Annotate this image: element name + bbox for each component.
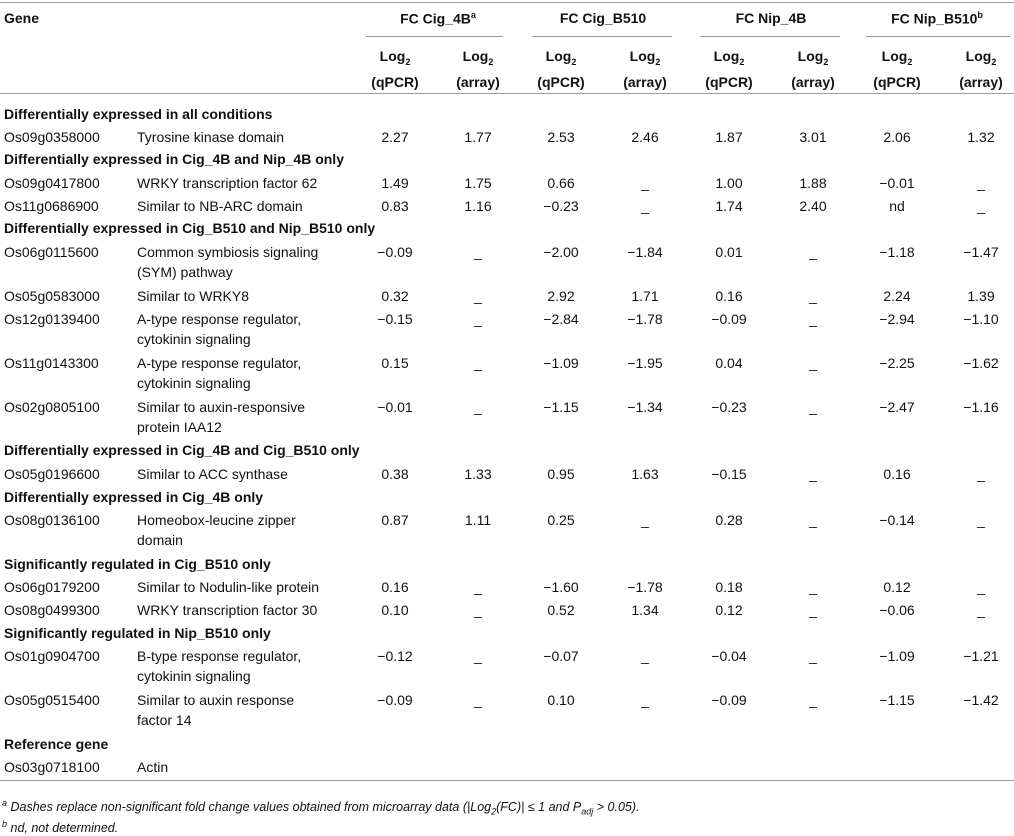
value-cell: −0.14	[879, 512, 915, 528]
value-cell: −1.15	[543, 399, 579, 415]
table-bottom-rule	[0, 780, 1014, 781]
value-cell: 1.32	[967, 129, 995, 145]
value-cell: −1.42	[963, 692, 999, 708]
table-row	[0, 397, 1014, 435]
table-row	[0, 286, 1014, 306]
subheader-array: Log$_2$ (array)	[623, 48, 667, 90]
value-cell: 0.16	[381, 579, 409, 595]
value-cell: −0.09	[377, 692, 413, 708]
value-cell: _	[977, 602, 985, 618]
value-cell: 1.11	[464, 512, 492, 528]
value-cell: −0.23	[711, 399, 747, 415]
table-row	[0, 309, 1014, 347]
value-cell: 2.40	[799, 198, 827, 214]
table-top-rule	[0, 2, 1014, 3]
value-cell: −1.18	[879, 244, 915, 260]
value-cell: 0.25	[547, 512, 575, 528]
value-cell: −0.09	[711, 692, 747, 708]
value-cell: 1.88	[799, 175, 827, 191]
table-row	[0, 242, 1014, 280]
table-row	[0, 600, 1014, 620]
group-header-nip-4b: FC Nip_4B	[735, 10, 807, 26]
gene-id: Os01g0904700	[4, 648, 100, 664]
value-cell: 1.63	[631, 466, 659, 482]
group-rule-2	[532, 36, 672, 37]
value-cell: _	[977, 466, 985, 482]
value-cell: 1.71	[631, 288, 659, 304]
value-cell: 2.06	[883, 129, 911, 145]
group-header-cig-4b: FC $Cig\_4B^a$	[400, 10, 476, 27]
value-cell: 2.46	[631, 129, 659, 145]
value-cell: _	[809, 466, 817, 482]
gene-id: Os11g0143300	[4, 355, 99, 371]
table-row	[0, 173, 1014, 193]
table-row	[0, 353, 1014, 391]
value-cell: −1.34	[627, 399, 663, 415]
value-cell: _	[641, 175, 649, 191]
value-cell: −0.01	[879, 175, 915, 191]
gene-column-header: Gene	[4, 10, 40, 26]
gene-description: WRKY transcription factor 62	[137, 175, 318, 191]
value-cell: 0.16	[715, 288, 743, 304]
subheader-qpcr: Log$_2$ (qPCR)	[537, 48, 585, 90]
value-cell: 0.52	[547, 602, 575, 618]
value-cell: 0.12	[883, 579, 911, 595]
value-cell: _	[641, 198, 649, 214]
section-heading: Significantly regulated in Nip_B510 only	[4, 625, 271, 641]
gene-description: Similar to NB-ARC domain	[137, 198, 303, 214]
value-cell: −2.84	[543, 311, 579, 327]
value-cell: 0.38	[381, 466, 409, 482]
gene-id: Os05g0515400	[4, 692, 100, 708]
gene-id: Os06g0179200	[4, 579, 100, 595]
value-cell: 1.16	[464, 198, 492, 214]
value-cell: −0.09	[711, 311, 747, 327]
value-cell: 1.39	[967, 288, 995, 304]
gene-description: Tyrosine kinase domain	[137, 129, 285, 145]
value-cell: 0.16	[883, 466, 911, 482]
value-cell: 0.28	[715, 512, 743, 528]
table-row	[0, 464, 1014, 484]
value-cell: −1.62	[963, 355, 999, 371]
value-cell: nd	[889, 198, 905, 214]
value-cell: _	[641, 692, 649, 708]
group-rule-4	[866, 36, 1010, 37]
value-cell: _	[641, 512, 649, 528]
gene-description: Similar to ACC synthase	[137, 466, 288, 482]
value-cell: −1.47	[963, 244, 999, 260]
group-rule-1	[366, 36, 503, 37]
value-cell: −2.00	[543, 244, 579, 260]
section-heading: Differentially expressed in all conditions	[4, 106, 273, 122]
value-cell: 2.53	[547, 129, 575, 145]
value-cell: 0.10	[547, 692, 575, 708]
gene-id: Os08g0136100	[4, 512, 100, 528]
gene-id: Os05g0196600	[4, 466, 100, 482]
value-cell: _	[809, 244, 817, 260]
value-cell: −0.07	[543, 648, 579, 664]
value-cell: _	[474, 311, 482, 327]
gene-description: Common symbiosis signaling (SYM) pathway	[137, 244, 319, 280]
value-cell: −1.15	[879, 692, 915, 708]
value-cell: _	[641, 648, 649, 664]
section-heading: Differentially expressed in Cig_4B only	[4, 489, 264, 505]
value-cell: _	[474, 648, 482, 664]
table-row	[0, 757, 1014, 777]
value-cell: _	[474, 288, 482, 304]
table-row	[0, 690, 1014, 728]
value-cell: _	[977, 175, 985, 191]
value-cell: −0.04	[711, 648, 747, 664]
gene-description: Similar to auxin response factor 14	[137, 692, 295, 728]
value-cell: 2.92	[547, 288, 575, 304]
value-cell: −0.01	[377, 399, 413, 415]
value-cell: _	[809, 311, 817, 327]
subheader-array: Log$_2$ (array)	[456, 48, 500, 90]
gene-id: Os12g0139400	[4, 311, 100, 327]
group-rule-3	[700, 36, 840, 37]
value-cell: _	[977, 198, 985, 214]
gene-id: Os06g0115600	[4, 244, 99, 260]
value-cell: _	[809, 288, 817, 304]
value-cell: 0.04	[715, 355, 743, 371]
value-cell: _	[977, 512, 985, 528]
value-cell: −1.95	[627, 355, 663, 371]
value-cell: _	[474, 602, 482, 618]
gene-id: Os03g0718100	[4, 759, 100, 775]
value-cell: −1.78	[627, 311, 663, 327]
value-cell: −1.09	[879, 648, 915, 664]
value-cell: 0.87	[381, 512, 409, 528]
header-bottom-rule	[0, 93, 1014, 94]
table-row	[0, 127, 1014, 147]
value-cell: _	[474, 579, 482, 595]
value-cell: 1.00	[715, 175, 743, 191]
value-cell: _	[809, 512, 817, 528]
gene-description: Similar to WRKY8	[137, 288, 250, 304]
gene-description: Actin	[137, 759, 169, 775]
value-cell: −2.47	[879, 399, 915, 415]
value-cell: −1.16	[963, 399, 999, 415]
gene-id: Os05g0583000	[4, 288, 100, 304]
value-cell: _	[474, 355, 482, 371]
group-header-cig-b510: FC Cig_B510	[559, 10, 647, 26]
value-cell: 2.24	[883, 288, 911, 304]
value-cell: _	[474, 692, 482, 708]
value-cell: −2.94	[879, 311, 915, 327]
subheader-qpcr: Log$_2$ (qPCR)	[873, 48, 921, 90]
gene-description: B-type response regulator, cytokinin signaling	[137, 648, 302, 684]
value-cell: 3.01	[799, 129, 827, 145]
gene-id: Os11g0686900	[4, 198, 99, 214]
value-cell: 0.95	[547, 466, 575, 482]
value-cell: −1.78	[627, 579, 663, 595]
gene-description: A-type response regulator, cytokinin signaling	[137, 311, 302, 347]
value-cell: _	[809, 692, 817, 708]
table-row	[0, 196, 1014, 216]
value-cell: _	[474, 399, 482, 415]
value-cell: −0.06	[879, 602, 915, 618]
value-cell: _	[977, 579, 985, 595]
section-heading: Differentially expressed in Cig_B510 and Nip_B510 only	[4, 220, 376, 236]
value-cell: −1.60	[543, 579, 579, 595]
section-heading: Differentially expressed in Cig_4B and Nip_4B only	[4, 151, 344, 167]
value-cell: −1.84	[627, 244, 663, 260]
value-cell: 1.49	[381, 175, 409, 191]
gene-id: Os09g0358000	[4, 129, 100, 145]
value-cell: 1.74	[715, 198, 743, 214]
value-cell: _	[809, 399, 817, 415]
value-cell: 0.15	[381, 355, 409, 371]
value-cell: −1.10	[963, 311, 999, 327]
value-cell: 0.10	[381, 602, 409, 618]
gene-description: Homeobox-leucine zipper domain	[137, 512, 296, 548]
gene-id: Os09g0417800	[4, 175, 100, 191]
value-cell: 0.18	[715, 579, 743, 595]
value-cell: _	[474, 244, 482, 260]
subheader-qpcr: Log$_2$ (qPCR)	[371, 48, 419, 90]
section-heading: Differentially expressed in Cig_4B and Cig_B510 only	[4, 442, 360, 458]
value-cell: −0.15	[711, 466, 747, 482]
gene-id: Os02g0805100	[4, 399, 100, 415]
value-cell: −1.09	[543, 355, 579, 371]
footnote-b: $^b$ nd, not determined.	[2, 819, 119, 836]
value-cell: _	[809, 602, 817, 618]
subheader-array: Log$_2$ (array)	[959, 48, 1003, 90]
gene-description: A-type response regulator, cytokinin signaling	[137, 355, 302, 391]
value-cell: 0.32	[381, 288, 409, 304]
table-row	[0, 510, 1014, 548]
subheader-array: Log$_2$ (array)	[791, 48, 835, 90]
value-cell: _	[809, 579, 817, 595]
value-cell: 0.83	[381, 198, 409, 214]
gene-description: WRKY transcription factor 30	[137, 602, 318, 618]
value-cell: _	[809, 355, 817, 371]
value-cell: −0.15	[377, 311, 413, 327]
value-cell: 0.12	[715, 602, 743, 618]
value-cell: −0.23	[543, 198, 579, 214]
value-cell: −0.12	[377, 648, 413, 664]
value-cell: 1.33	[464, 466, 492, 482]
gene-description: Similar to auxin-responsive protein IAA12	[137, 399, 306, 435]
table-row	[0, 577, 1014, 597]
value-cell: 0.66	[547, 175, 575, 191]
value-cell: 0.01	[715, 244, 743, 260]
value-cell: 1.75	[464, 175, 492, 191]
value-cell: −2.25	[879, 355, 915, 371]
value-cell: −0.09	[377, 244, 413, 260]
subheader-qpcr: Log$_2$ (qPCR)	[705, 48, 753, 90]
value-cell: 1.77	[464, 129, 492, 145]
value-cell: 2.27	[381, 129, 409, 145]
value-cell: _	[809, 648, 817, 664]
group-header-nip-b510: FC Nip_B510$^b$	[891, 10, 983, 27]
value-cell: 1.34	[631, 602, 659, 618]
value-cell: −1.21	[963, 648, 999, 664]
gene-id: Os08g0499300	[4, 602, 100, 618]
section-heading: Significantly regulated in Cig_B510 only	[4, 556, 271, 572]
footnote-a: $^a$ Dashes replace non-significant fold change values obtained from microarray data (|Log$_2$(FC)| ≤ 1 and $P_{adj} > 0.05$).	[2, 798, 640, 817]
table-row	[0, 646, 1014, 684]
gene-description: Similar to Nodulin-like protein	[137, 579, 320, 595]
value-cell: 1.87	[715, 129, 743, 145]
section-heading: Reference gene	[4, 736, 109, 752]
